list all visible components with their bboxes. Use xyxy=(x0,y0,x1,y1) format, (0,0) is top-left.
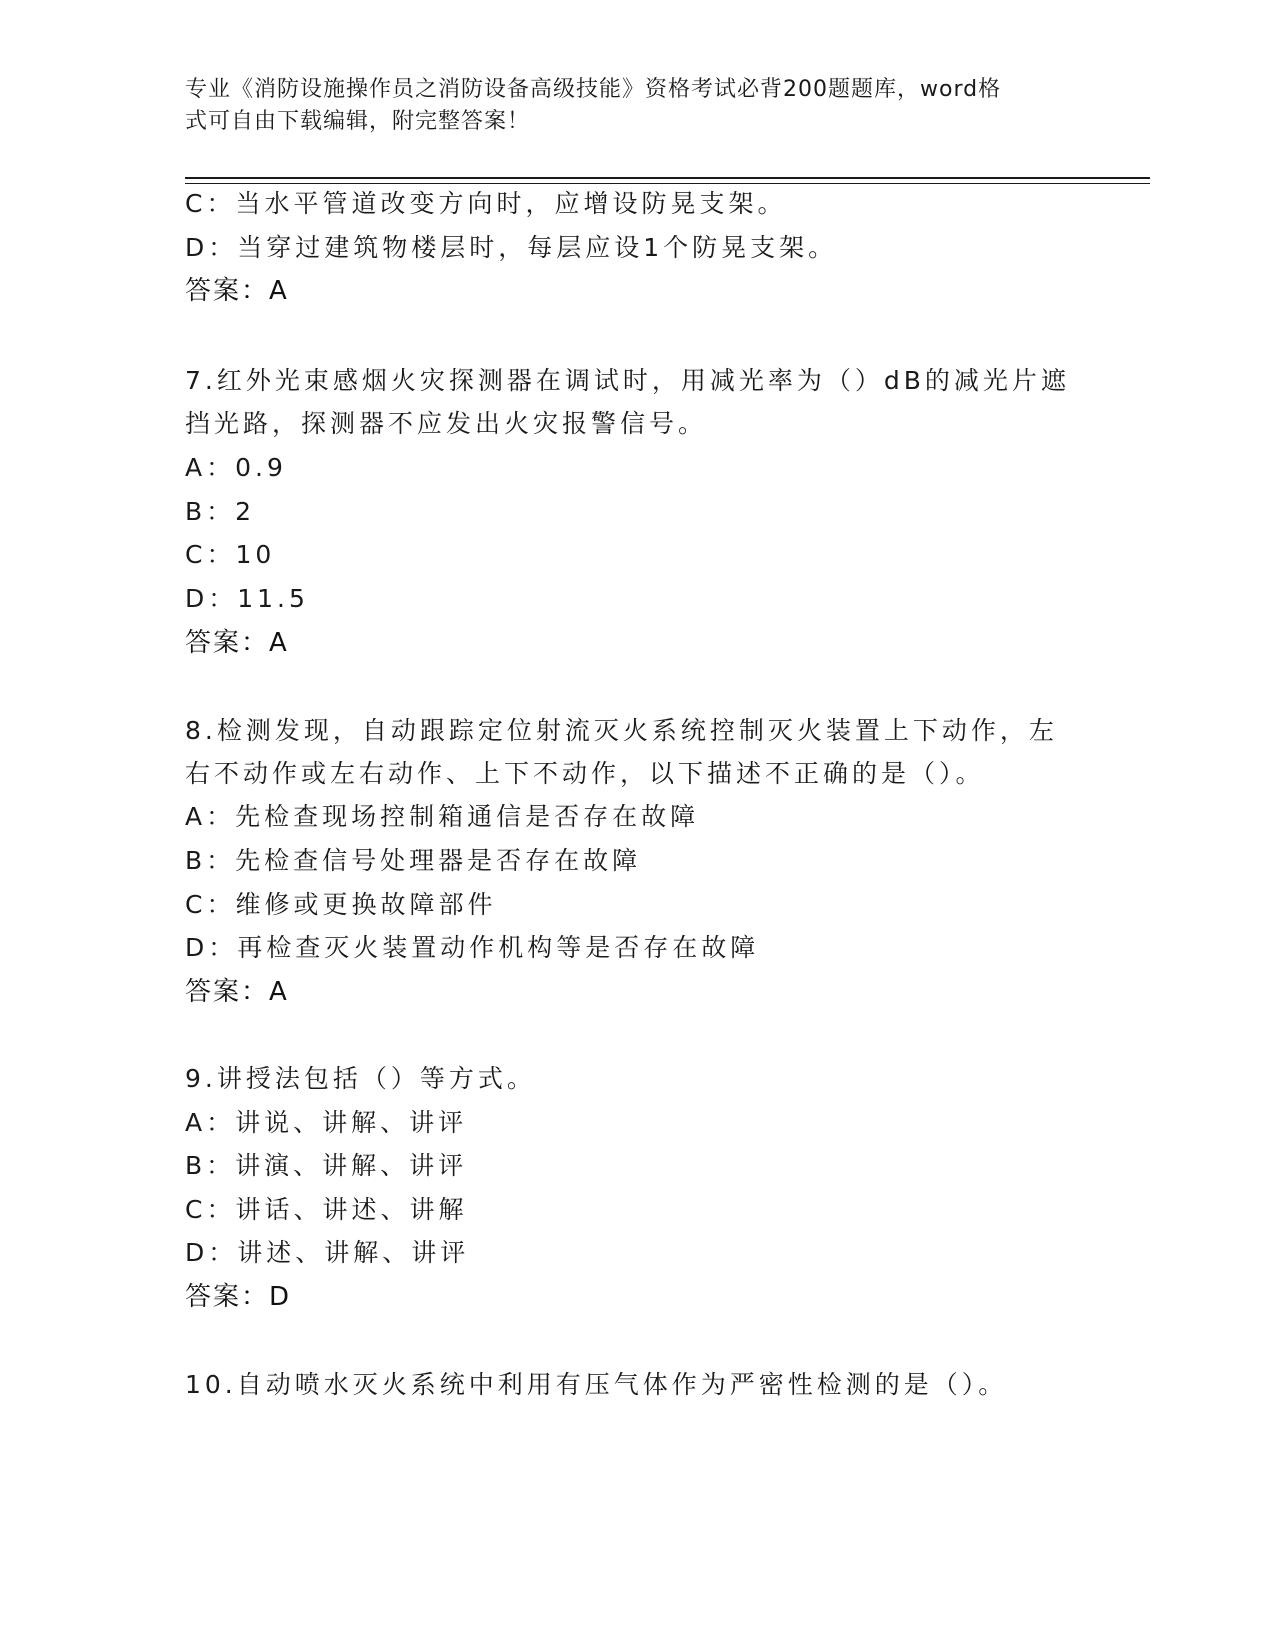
q8-answer: 答案：A xyxy=(185,977,289,1007)
q9-stem-line-1: 9.讲授法包括（）等方式。 xyxy=(185,1064,536,1093)
q8-option-b: B：先检查信号处理器是否存在故障 xyxy=(185,846,642,875)
q8-option-d: D：再检查灭火装置动作机构等是否存在故障 xyxy=(185,933,760,962)
q7-option-c: C：10 xyxy=(185,540,276,569)
q8-stem-line-1: 8.检测发现，自动跟踪定位射流灭火系统控制灭火装置上下动作，左 xyxy=(185,716,1058,745)
q7-answer: 答案：A xyxy=(185,628,289,658)
q9-option-a: A：讲说、讲解、讲评 xyxy=(185,1108,468,1137)
header-line-2: 式可自由下载编辑，附完整答案！ xyxy=(185,109,531,134)
document-header xyxy=(185,74,1065,138)
q8-stem-line-2: 右不动作或左右动作、上下不动作，以下描述不正确的是（）。 xyxy=(185,759,985,788)
q9-option-b: B：讲演、讲解、讲评 xyxy=(185,1151,468,1180)
q7-option-a: A：0.9 xyxy=(185,453,287,482)
q8-option-c: C：维修或更换故障部件 xyxy=(185,890,497,919)
prev-option-d: D：当穿过建筑物楼层时，每层应设1个防晃支架。 xyxy=(185,233,838,262)
q7-option-b: B：2 xyxy=(185,497,256,526)
q9-answer: 答案：D xyxy=(185,1282,292,1312)
q9-option-c: C：讲话、讲述、讲解 xyxy=(185,1195,468,1224)
q10-stem-line-1: 10.自动喷水灭火系统中利用有压气体作为严密性检测的是（）。 xyxy=(185,1370,1008,1399)
header-divider-thick xyxy=(185,177,1150,179)
header-divider-thin xyxy=(185,183,1150,184)
q7-stem-line-1: 7.红外光束感烟火灾探测器在调试时，用减光率为（）dB的减光片遮 xyxy=(185,366,1070,395)
prev-option-c: C：当水平管道改变方向时，应增设防晃支架。 xyxy=(185,189,787,218)
q9-option-d: D：讲述、讲解、讲评 xyxy=(185,1238,470,1267)
header-line-1: 专业《消防设施操作员之消防设备高级技能》资格考试必背200题题库，word格 xyxy=(185,77,1002,102)
prev-answer: 答案：A xyxy=(185,276,289,306)
q7-stem-line-2: 挡光路，探测器不应发出火灾报警信号。 xyxy=(185,409,708,438)
q7-option-d: D：11.5 xyxy=(185,584,309,613)
q8-option-a: A：先检查现场控制箱通信是否存在故障 xyxy=(185,802,700,831)
